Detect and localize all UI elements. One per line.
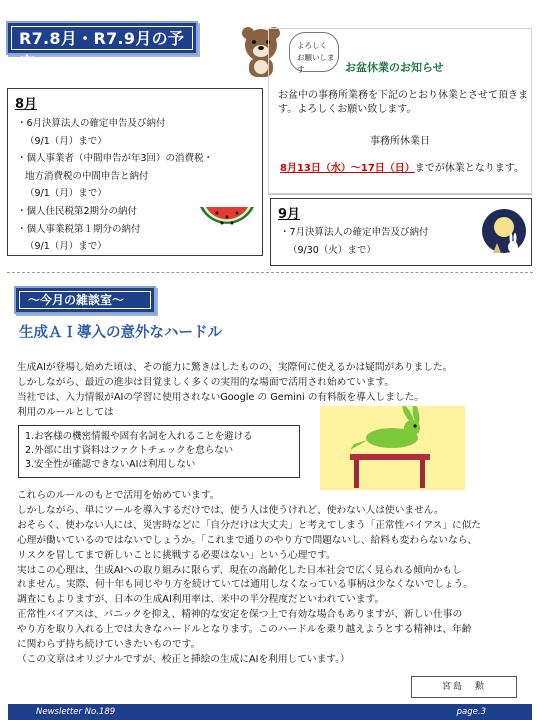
- header-banner: [6, 21, 198, 72]
- notice-subtitle: 事務所休業日: [370, 136, 430, 147]
- text-line: 生成AIが登場し始めた頃は、その能力に驚きはしたものの、実際何に使えるかは疑問がありました。: [17, 362, 453, 373]
- notice-dates: [280, 159, 524, 174]
- moon-rabbit-icon: [479, 207, 529, 259]
- greeting-line-1: よろしく: [297, 41, 327, 50]
- text-line: 正常性バイアスは、パニックを抑え、精神的な安定を保つ上で有効な場合もありますが、新しい仕事の: [17, 609, 463, 621]
- september-schedule: [270, 198, 532, 266]
- text-line: 実はこの心理は、生成AIへの取り組みに限らず、現在の高齢化した日本社会で広く見られる傾向かもし: [17, 564, 462, 576]
- august-title: 8月: [15, 97, 38, 112]
- holiday-dates-suffix: までが休業となります。: [414, 163, 524, 174]
- notice-body: お盆中の事務所業務を下記のとおり休業とさせて頂きます。よろしくお願い致します。: [278, 90, 528, 115]
- text-line: 当社では、入力情報がAIの学習に使用されないGoogle の Gemini の有料版を導入しました。: [17, 391, 424, 403]
- page-number: page.3: [456, 707, 486, 717]
- list-item: ・個人住民税第2期分の納付: [17, 205, 138, 217]
- rule-item: 3.安全性が確認できないAIは利用しない: [25, 459, 196, 471]
- rule-item: 1.お客様の機密情報や固有名詞を入れることを避ける: [25, 431, 253, 442]
- text-line: しかしながら、最近の進歩は目覚ましく多くの実用的な場面で活用され始めています。: [17, 376, 395, 388]
- text-line: これらのルールのもとで活用を始めています。: [17, 490, 220, 501]
- text-line: 利用のルールとしては: [17, 406, 114, 418]
- list-item: （9/1（月）まで）: [25, 135, 107, 147]
- text-line: リスクを冒してまで新しいことに挑戦する必要はない」という心理です。: [17, 549, 336, 561]
- text-line: おそらく、使わない人には、災害時などに「自分だけは大丈夫」と考えてしまう「正常性バイアス」に似た: [17, 519, 482, 531]
- footer-bar: [8, 704, 532, 720]
- author-signature: 宮島 勲: [411, 676, 517, 698]
- obon-notice: [268, 28, 532, 194]
- section-divider: [7, 272, 533, 273]
- text-line: 調査にもよりますが、日本の生成AI利用率は、米中の半分程度だといわれています。: [17, 594, 385, 606]
- article-title: 生成ＡＩ導入の意外なハードル: [19, 325, 222, 341]
- list-item: ・個人事業税第１期分の納付: [17, 223, 141, 235]
- jumping-rabbit-icon: [320, 406, 465, 490]
- september-list: [280, 224, 429, 259]
- notice-title: お盆休業のお知らせ: [345, 61, 444, 74]
- section-banner: [14, 286, 156, 314]
- newsletter-number: Newsletter No.189: [36, 707, 116, 717]
- list-item: （9/1（月）まで）: [25, 241, 107, 253]
- list-item: ・7月決算法人の確定申告及び納付: [280, 227, 429, 238]
- list-item: ・個人事業者（中間申告が年3回）の消費税・: [17, 153, 214, 165]
- august-schedule: [7, 88, 263, 256]
- watermelon-icon: [192, 203, 262, 245]
- text-line: れません。実際、何十年も同じやり方を続けていては通用しなくなっている事柄は少なくないでしょう。: [17, 579, 473, 591]
- greeting-line-2: お願いします: [297, 53, 335, 74]
- usage-rules-box: [18, 425, 300, 478]
- text-line: しかしながら、単にツールを導入するだけでは、使う人は使うけれど、使わない人は使いません。: [17, 504, 444, 516]
- list-item: 地方消費税の中間申告と納付: [25, 170, 149, 182]
- september-title: 9月: [278, 207, 301, 222]
- text-line: （この文章はオリジナルですが、校正と挿絵の生成にAIを利用しています。）: [17, 653, 350, 665]
- list-item: （9/30（火）まで）: [288, 244, 376, 256]
- article-paragraph-2: [17, 489, 533, 668]
- text-line: やり方を取り入れる上では大きなハードルとなります。このハードルを乗り越えようとする精神は、年齢: [17, 624, 472, 636]
- list-item: ・6月決算法人の確定申告及び納付: [17, 118, 166, 129]
- section-label: ～今月の雑談室～: [19, 291, 151, 309]
- header-title: R7.8月・R7.9月の予定: [11, 26, 193, 50]
- text-line: 心理が働いているのではないでしょうか。「これまで通りのやり方で問題ないし、給料も変わらないなら、: [17, 534, 478, 546]
- holiday-dates: 8月13日（水）～17日（日）: [280, 163, 415, 174]
- list-item: （9/1（月）まで）: [25, 188, 107, 200]
- text-line: に関わらず持ち続けていきたいものです。: [17, 639, 201, 651]
- rule-item: 2.外部に出す資料はファクトチェックを怠らない: [25, 445, 234, 457]
- august-list: [17, 115, 213, 256]
